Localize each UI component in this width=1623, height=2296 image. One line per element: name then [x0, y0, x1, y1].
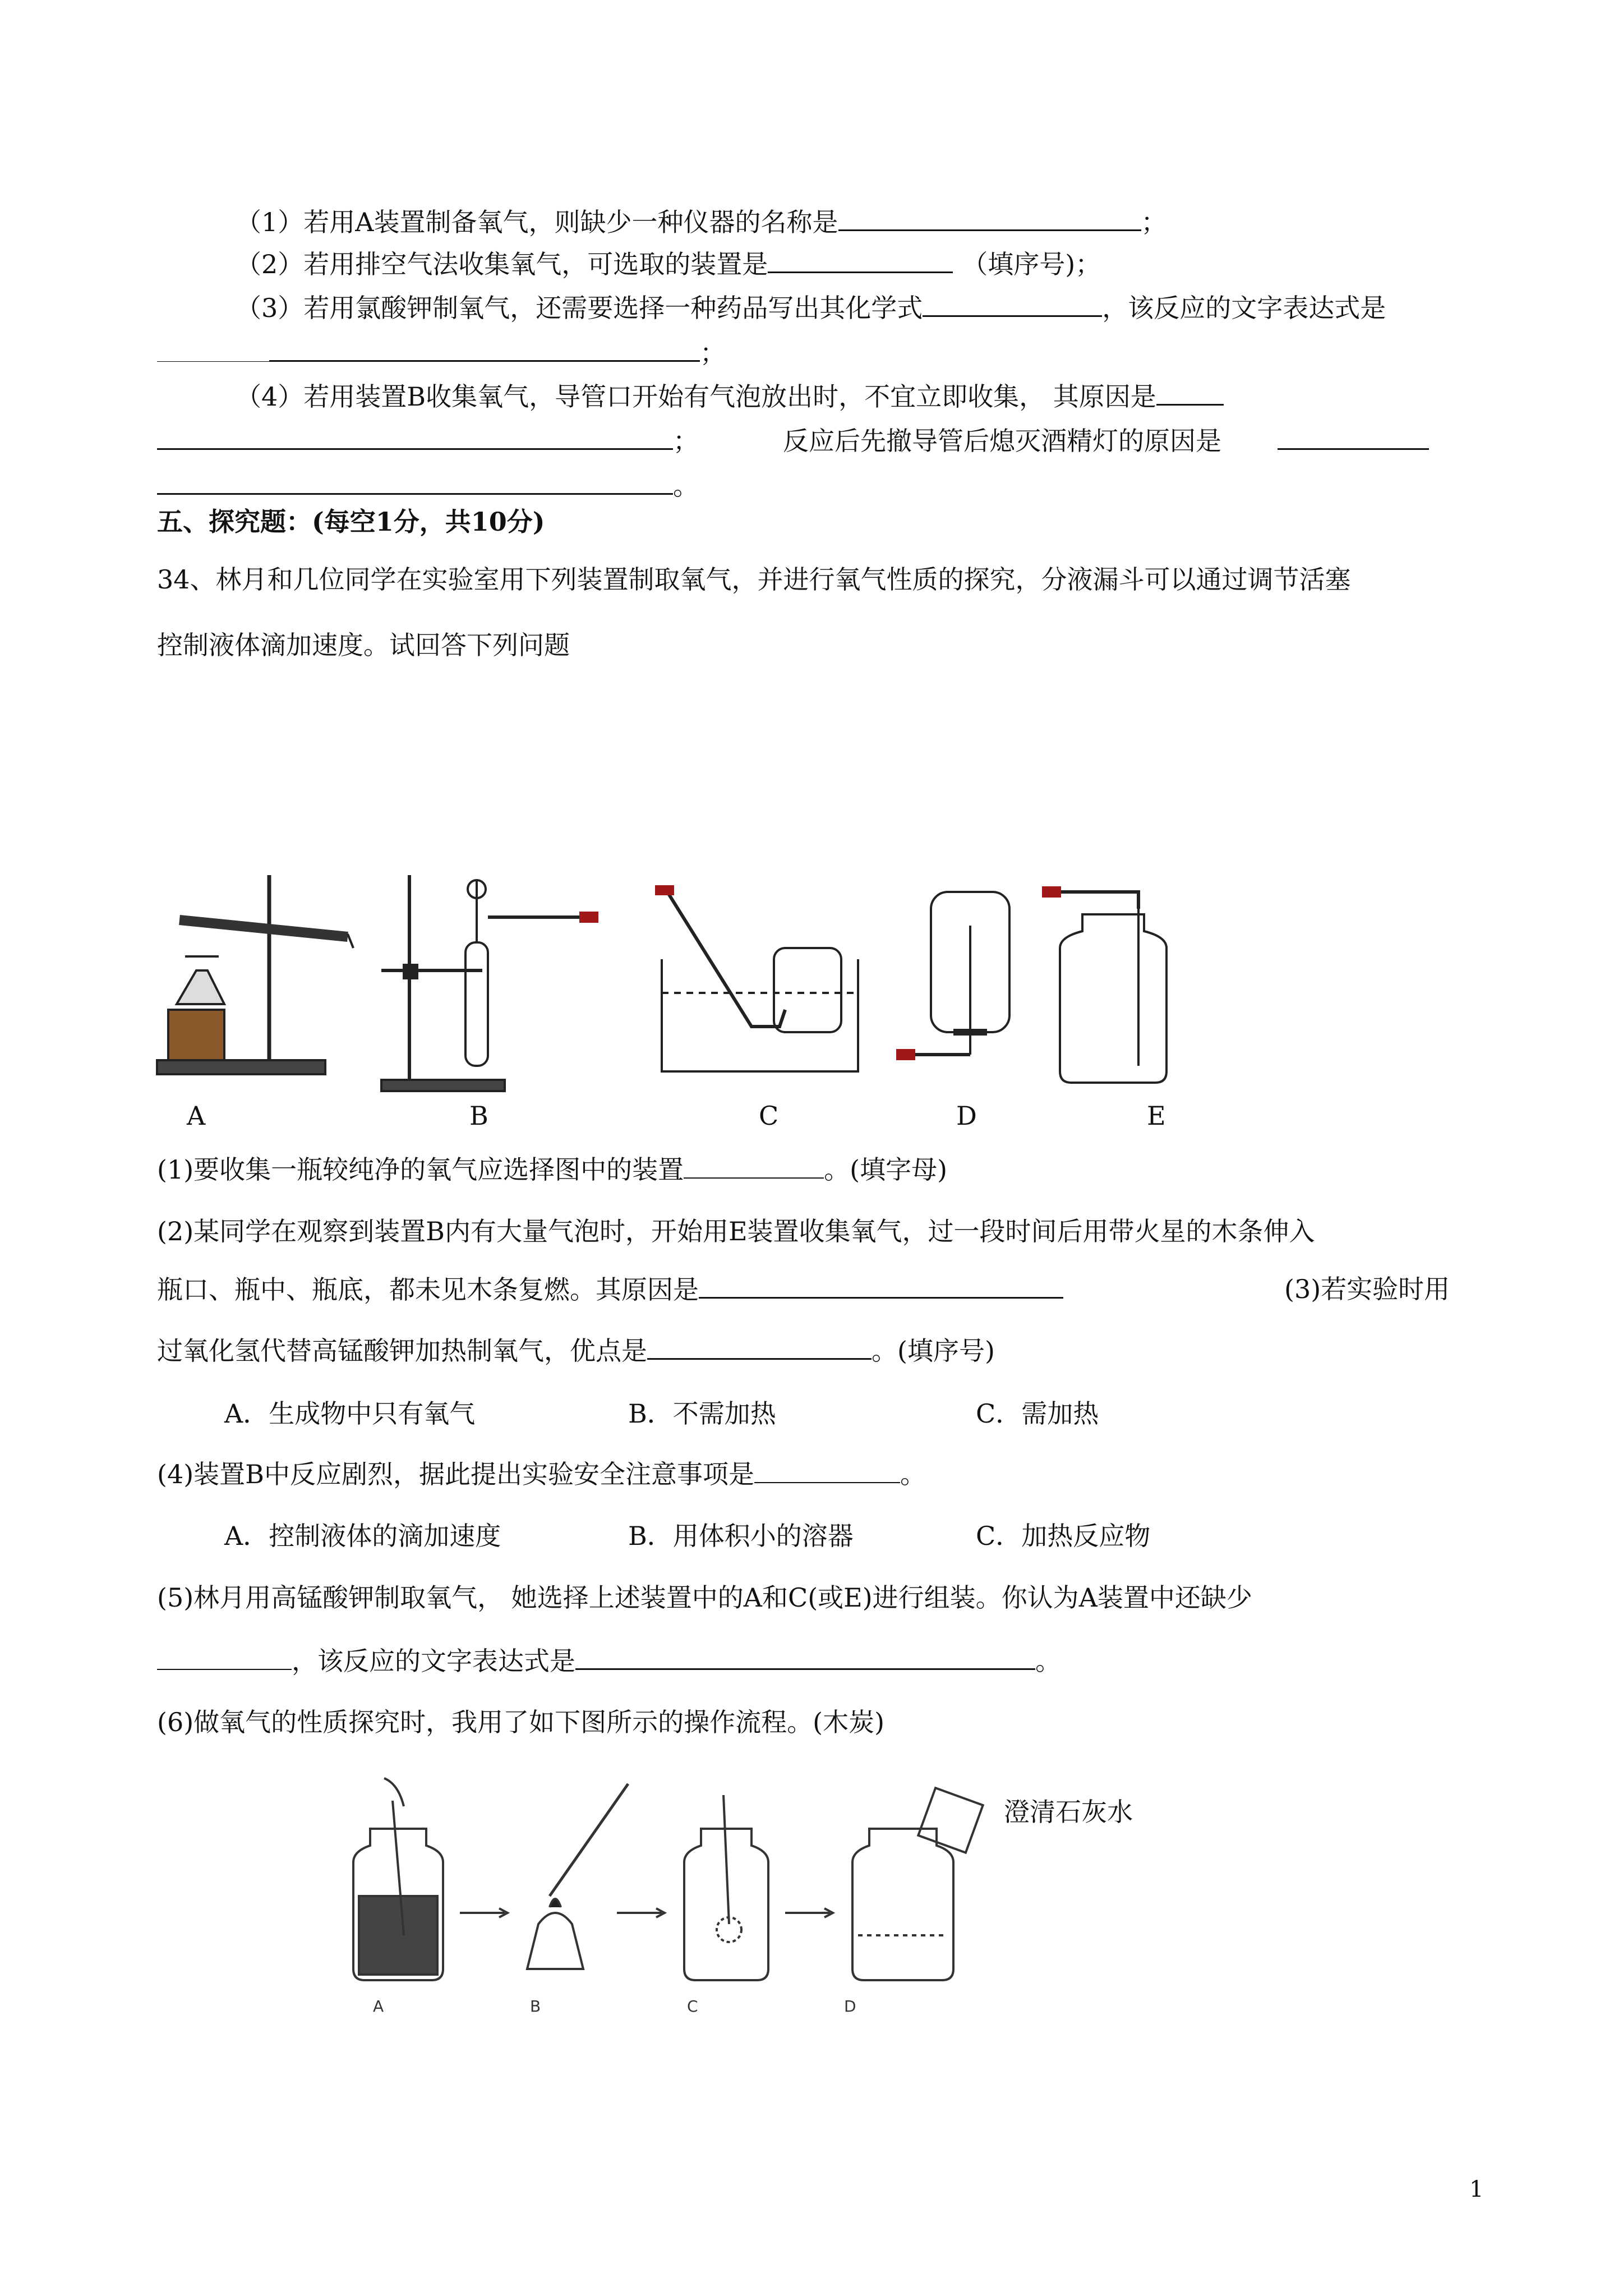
q34-part3-option-b: B．不需加热	[628, 1398, 776, 1429]
q33-line2	[236, 247, 1101, 281]
q33-part2-end: （填序号)；	[962, 249, 1101, 279]
q34-part2-line2	[157, 1272, 1063, 1306]
q33-part3-text: （3）若用氯酸钾制氧气，还需要选择一种药品写出其化学式	[236, 293, 923, 323]
answer-blank[interactable]	[768, 247, 953, 273]
q34-part4-option-a: A．控制液体的滴加速度	[224, 1521, 501, 1551]
answer-blank[interactable]	[838, 205, 1141, 231]
q34-part1-end: 。(填字母)	[824, 1154, 948, 1185]
q33-line1	[236, 205, 1167, 239]
flow-label-b: B	[530, 1997, 541, 2016]
answer-blank[interactable]	[1156, 379, 1224, 406]
q33-line7	[157, 468, 699, 503]
apparatus-c	[656, 886, 858, 1071]
flow-step-a	[353, 1778, 443, 1980]
apparatus-label-b: B	[469, 1101, 488, 1131]
q33-part3-end: ，该反应的文字表达式是	[1102, 293, 1386, 323]
flow-label-d: D	[844, 1997, 856, 2016]
q33-part4-text: （4）若用装置B收集氧气，导管口开始有气泡放出时，不宜立即收集， 其原因是	[236, 381, 1156, 412]
answer-blank[interactable]	[1278, 424, 1429, 450]
q33-line5	[236, 379, 1224, 413]
q34-part3-text: 过氧化氢代替高锰酸钾加热制氧气，优点是	[157, 1336, 647, 1366]
q34-part6: (6)做氧气的性质探究时，我用了如下图所示的操作流程。(木炭)	[157, 1707, 885, 1737]
apparatus-label-e: E	[1147, 1101, 1166, 1131]
q33-part2-text: （2）若用排空气法收集氧气，可选取的装置是	[236, 249, 768, 279]
answer-blank[interactable]	[699, 1272, 1063, 1299]
q34-part3-end: 。(填序号)	[872, 1336, 995, 1366]
answer-blank[interactable]	[647, 1333, 872, 1360]
flow-step-c	[684, 1795, 768, 1980]
answer-blank[interactable]	[157, 424, 673, 450]
apparatus-e	[1043, 887, 1166, 1083]
answer-blank[interactable]	[575, 1644, 1035, 1670]
answer-blank[interactable]	[684, 1153, 824, 1179]
q34-part4	[157, 1457, 926, 1491]
q34-part1-text: (1)要收集一瓶较纯净的氧气应选择图中的装置	[157, 1154, 684, 1185]
q34-part5-line2	[157, 1644, 1061, 1678]
page-number: 1	[1469, 2177, 1484, 2202]
apparatus-label-a: A	[187, 1101, 206, 1131]
q34-intro-1: 34、林月和几位同学在实验室用下列装置制取氧气，并进行氧气性质的探究，分液漏斗可以通过调节活塞	[157, 564, 1351, 595]
q33-part1-text: （1）若用A装置制备氧气，则缺少一种仪器的名称是	[236, 207, 838, 237]
apparatus-label-c: C	[759, 1101, 779, 1131]
q33-line7-end: 。	[673, 471, 699, 501]
flow-label-c: C	[687, 1997, 698, 2016]
q33-part1-end: ；	[1141, 207, 1167, 237]
answer-blank[interactable]	[157, 1644, 292, 1670]
q33-line4-end: ；	[700, 338, 726, 368]
flow-label-a: A	[373, 1997, 384, 2016]
q33-part4b-text: 反应后先撤导管后熄灭酒精灯的原因是	[783, 426, 1221, 456]
q34-part3-option-c: C．需加热	[976, 1398, 1099, 1429]
q34-part2-text: 瓶口、瓶中、瓶底，都未见木条复燃。其原因是	[157, 1274, 699, 1305]
answer-blank[interactable]	[269, 335, 700, 362]
q34-part4-option-b: B．用体积小的溶器	[628, 1521, 854, 1551]
q33-line3	[236, 291, 1386, 325]
apparatus-d	[897, 892, 1009, 1059]
section-title: 五、探究题：(每空1分，共10分)	[157, 507, 545, 537]
q33-line4	[157, 335, 726, 370]
q34-part5-text: ，该反应的文字表达式是	[292, 1646, 575, 1676]
answer-blank[interactable]	[157, 337, 269, 362]
flow-step-d	[852, 1788, 983, 1980]
q34-part2-line1: (2)某同学在观察到装置B内有大量气泡时，开始用E装置收集氧气，过一段时间后用带火星的木条伸入	[157, 1216, 1315, 1246]
q34-part5-end: 。	[1035, 1646, 1061, 1676]
apparatus-a	[157, 875, 353, 1074]
answer-blank[interactable]	[923, 291, 1102, 317]
answer-blank[interactable]	[157, 468, 673, 495]
q34-intro-2: 控制液体滴加速度。试回答下列问题	[157, 630, 570, 660]
q34-part4-end: 。	[900, 1459, 926, 1489]
q34-part1	[157, 1153, 947, 1186]
q34-part4-text: (4)装置B中反应剧烈，据此提出实验安全注意事项是	[157, 1459, 754, 1489]
apparatus-figure	[146, 858, 1200, 1139]
answer-blank[interactable]	[754, 1457, 900, 1483]
apparatus-label-d: D	[956, 1101, 977, 1131]
q33-line6	[157, 424, 1429, 458]
q33-line6-sep: ；	[673, 426, 699, 456]
flow-step-b	[527, 1784, 628, 1969]
q34-part3-start: (3)若实验时用	[1284, 1274, 1450, 1304]
q34-part3-option-a: A．生成物中只有氧气	[224, 1398, 476, 1429]
q34-part4-option-c: C．加热反应物	[976, 1521, 1151, 1551]
flow-note: 澄清石灰水	[1004, 1797, 1133, 1827]
apparatus-b	[381, 875, 597, 1091]
q34-part5-line1: (5)林月用高锰酸钾制取氧气， 她选择上述装置中的A和C(或E)进行组装。你认为A装置中还缺少	[157, 1582, 1252, 1613]
q34-part3-line	[157, 1333, 995, 1368]
